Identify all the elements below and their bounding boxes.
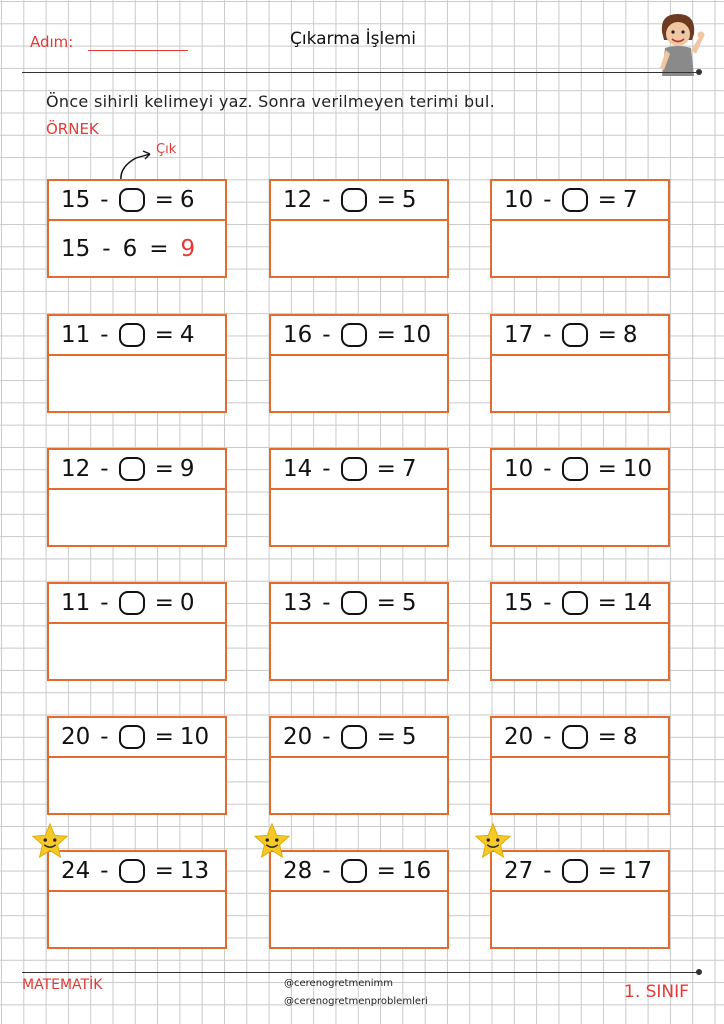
- minuend: 27: [504, 858, 534, 884]
- problem-equation: [49, 450, 225, 490]
- instruction-text: Önce sihirli kelimeyi yaz. Sonra verilmeyen terimi bul.: [46, 92, 495, 111]
- unknown-term-blank[interactable]: [119, 725, 145, 749]
- minuend: 20: [61, 724, 91, 750]
- problem-box: [47, 582, 227, 681]
- problem-box: [47, 716, 227, 815]
- minus-sign: -: [322, 724, 331, 750]
- result: 14: [622, 590, 653, 616]
- smiling-star-icon: [31, 822, 69, 860]
- answer-area[interactable]: [492, 624, 668, 679]
- unknown-term-blank[interactable]: [562, 323, 588, 347]
- problem-box: [269, 850, 449, 949]
- answer-area[interactable]: [49, 892, 225, 947]
- unknown-term-blank[interactable]: [341, 859, 367, 883]
- minus-sign: -: [543, 456, 552, 482]
- problem-equation: [271, 316, 447, 356]
- unknown-term-blank[interactable]: [119, 457, 145, 481]
- problem-equation: [49, 316, 225, 356]
- minus-sign: -: [100, 724, 109, 750]
- problem-equation: [49, 181, 225, 221]
- answer-area[interactable]: [492, 758, 668, 813]
- equals-sign: =: [597, 724, 617, 750]
- footer-subject: MATEMATİK: [22, 977, 103, 993]
- problem-box: [269, 716, 449, 815]
- result: 4: [179, 322, 195, 348]
- minuend: 11: [61, 590, 91, 616]
- problem-box: [490, 179, 670, 278]
- equals-sign: =: [154, 322, 174, 348]
- problem-box: [490, 582, 670, 681]
- answer-area[interactable]: [49, 758, 225, 813]
- problem-equation: [492, 718, 668, 758]
- minus-sign: -: [322, 858, 331, 884]
- minuend: 12: [61, 456, 91, 482]
- equals-sign: =: [154, 590, 174, 616]
- minus-sign: -: [100, 322, 109, 348]
- equals-sign: =: [597, 858, 617, 884]
- problem-box: [490, 716, 670, 815]
- footer-handle-2: @cerenogretmenproblemleri: [284, 996, 428, 1007]
- minus-sign: -: [543, 322, 552, 348]
- equals-sign: =: [154, 858, 174, 884]
- problem-box: [490, 448, 670, 547]
- unknown-term-blank[interactable]: [562, 859, 588, 883]
- minus-sign: -: [102, 235, 111, 262]
- answer-area[interactable]: [271, 356, 447, 411]
- result: 5: [401, 724, 417, 750]
- minus-sign: -: [322, 456, 331, 482]
- unknown-term-blank[interactable]: [341, 591, 367, 615]
- minuend: 28: [283, 858, 313, 884]
- minus-sign: -: [322, 322, 331, 348]
- result: 13: [179, 858, 210, 884]
- minus-sign: -: [322, 187, 331, 213]
- minuend: 20: [283, 724, 313, 750]
- problem-box: [47, 314, 227, 413]
- page-title: Çıkarma İşlemi: [290, 29, 416, 49]
- answer-area[interactable]: [271, 221, 447, 276]
- minuend: 10: [504, 456, 534, 482]
- equals-sign: =: [376, 858, 396, 884]
- minus-sign: -: [543, 590, 552, 616]
- problem-equation: [492, 852, 668, 892]
- minuend: 17: [504, 322, 534, 348]
- result: 16: [401, 858, 432, 884]
- unknown-term-blank[interactable]: [562, 188, 588, 212]
- mascot-girl-icon: [652, 10, 706, 78]
- unknown-term-blank[interactable]: [119, 859, 145, 883]
- answer-area[interactable]: [271, 624, 447, 679]
- problem-equation: [271, 450, 447, 490]
- footer-divider: [22, 972, 698, 973]
- header-divider: [22, 72, 698, 73]
- name-label: Adım:: [30, 33, 74, 51]
- smiling-star-icon: [253, 822, 291, 860]
- example-label: ÖRNEK: [46, 120, 99, 138]
- problem-equation: [492, 181, 668, 221]
- answer-area[interactable]: [271, 758, 447, 813]
- problem-box: [490, 314, 670, 413]
- result: 5: [401, 590, 417, 616]
- problem-equation: [492, 316, 668, 356]
- minuend: 10: [504, 187, 534, 213]
- problem-box: [269, 314, 449, 413]
- result: 10: [179, 724, 210, 750]
- equals-sign: =: [149, 235, 169, 262]
- equals-sign: =: [376, 590, 396, 616]
- equals-sign: =: [597, 456, 617, 482]
- problem-box: [47, 179, 227, 278]
- problem-box: [490, 850, 670, 949]
- problem-box: [269, 448, 449, 547]
- result: 6: [179, 187, 195, 213]
- minuend: 24: [61, 858, 91, 884]
- minuend: 14: [283, 456, 313, 482]
- problem-equation: [271, 584, 447, 624]
- problem-box: [269, 582, 449, 681]
- equals-sign: =: [376, 187, 396, 213]
- problem-equation: [49, 584, 225, 624]
- unknown-term-blank[interactable]: [341, 725, 367, 749]
- equals-sign: =: [154, 187, 174, 213]
- footer-grade: 1. SINIF: [624, 982, 689, 1002]
- problem-equation: [49, 718, 225, 758]
- solution-a: 15: [61, 235, 91, 262]
- unknown-term-blank[interactable]: [341, 457, 367, 481]
- minuend: 15: [61, 187, 91, 213]
- minus-sign: -: [322, 590, 331, 616]
- result: 7: [622, 187, 638, 213]
- answer-area[interactable]: [271, 892, 447, 947]
- result: 17: [622, 858, 653, 884]
- result: 8: [622, 322, 638, 348]
- unknown-term-blank[interactable]: [119, 591, 145, 615]
- problem-equation: [49, 852, 225, 892]
- result: 7: [401, 456, 417, 482]
- minuend: 13: [283, 590, 313, 616]
- equals-sign: =: [154, 724, 174, 750]
- answer-area[interactable]: [492, 892, 668, 947]
- answer-area[interactable]: [49, 221, 225, 276]
- result: 10: [622, 456, 653, 482]
- equals-sign: =: [597, 590, 617, 616]
- minuend: 20: [504, 724, 534, 750]
- name-write-line[interactable]: [88, 50, 188, 51]
- minus-sign: -: [543, 858, 552, 884]
- problem-equation: [271, 852, 447, 892]
- minus-sign: -: [543, 187, 552, 213]
- minus-sign: -: [100, 858, 109, 884]
- problem-equation: [492, 450, 668, 490]
- minuend: 16: [283, 322, 313, 348]
- minus-sign: -: [100, 456, 109, 482]
- answer-area[interactable]: [49, 356, 225, 411]
- answer-area[interactable]: [492, 490, 668, 545]
- result: 8: [622, 724, 638, 750]
- equals-sign: =: [376, 456, 396, 482]
- problem-equation: [271, 181, 447, 221]
- equals-sign: =: [154, 456, 174, 482]
- footer-handle-1: @cerenogretmenimm: [284, 978, 393, 989]
- result: 10: [401, 322, 432, 348]
- solution-b: 6: [122, 235, 138, 262]
- solution-answer: 9: [180, 235, 196, 262]
- result: 5: [401, 187, 417, 213]
- unknown-term-blank[interactable]: [119, 323, 145, 347]
- problem-box: [269, 179, 449, 278]
- answer-area[interactable]: [271, 490, 447, 545]
- problem-equation: [492, 584, 668, 624]
- minuend: 15: [504, 590, 534, 616]
- result: 9: [179, 456, 195, 482]
- problem-box: [47, 850, 227, 949]
- equals-sign: =: [597, 322, 617, 348]
- unknown-term-blank[interactable]: [341, 188, 367, 212]
- unknown-term-blank[interactable]: [119, 188, 145, 212]
- unknown-term-blank[interactable]: [562, 457, 588, 481]
- smiling-star-icon: [474, 822, 512, 860]
- equals-sign: =: [376, 322, 396, 348]
- answer-area[interactable]: [49, 490, 225, 545]
- equals-sign: =: [376, 724, 396, 750]
- example-hint-label: Çık: [156, 142, 177, 157]
- minus-sign: -: [100, 590, 109, 616]
- answer-area[interactable]: [49, 624, 225, 679]
- minuend: 12: [283, 187, 313, 213]
- answer-area[interactable]: [492, 356, 668, 411]
- problem-box: [47, 448, 227, 547]
- problem-equation: [271, 718, 447, 758]
- minuend: 11: [61, 322, 91, 348]
- unknown-term-blank[interactable]: [562, 725, 588, 749]
- unknown-term-blank[interactable]: [341, 323, 367, 347]
- answer-area[interactable]: [492, 221, 668, 276]
- minus-sign: -: [543, 724, 552, 750]
- result: 0: [179, 590, 195, 616]
- equals-sign: =: [597, 187, 617, 213]
- unknown-term-blank[interactable]: [562, 591, 588, 615]
- minus-sign: -: [100, 187, 109, 213]
